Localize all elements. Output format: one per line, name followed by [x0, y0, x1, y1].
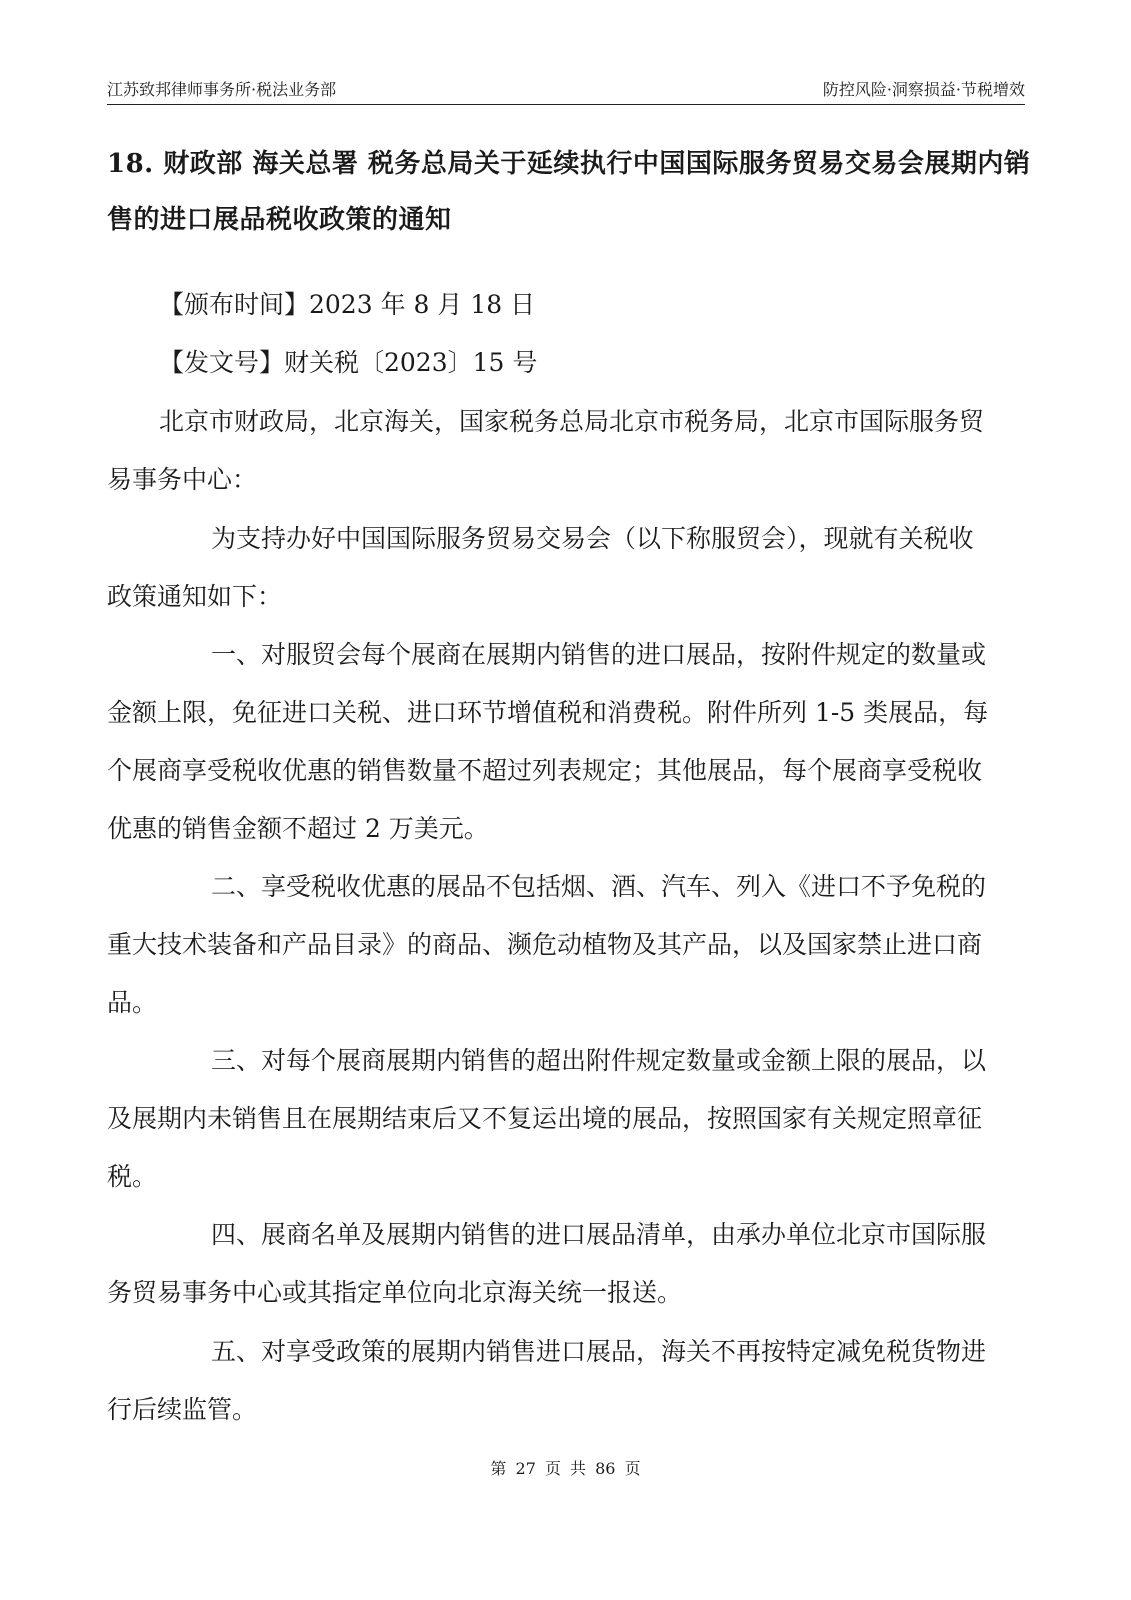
document-number: 【发文号】财关税〔2023〕15 号 — [159, 348, 538, 377]
document-title — [107, 136, 1031, 248]
clause-3: 三、对每个展商展期内销售的超出附件规定数量或金额上限的展品，以 及展期内未销售且在展期结束后又不复运出境的展品，按照国家有关规定照章征 税。 — [107, 1046, 987, 1191]
issue-date: 【颁布时间】2023 年 8 月 18 日 — [159, 290, 536, 319]
title-line: 售的进口展品税收政策的通知 — [107, 205, 452, 235]
addressee: 北京市财政局，北京海关，国家税务总局北京市税务局，北京市国际服务贸 易事务中心： — [107, 407, 985, 494]
page-header — [107, 76, 1025, 105]
title-line: 18. 财政部 海关总署 税务总局关于延续执行中国国际服务贸易交易会展期内销 — [107, 149, 1031, 179]
clause-2: 二、享受税收优惠的展品不包括烟、酒、汽车、列入《进口不予免税的 重大技术装备和产品目录》的商品、濒危动植物及其产品，以及国家禁止进口商 品。 — [107, 872, 987, 1017]
intro-paragraph: 为支持办好中国国际服务贸易交易会（以下称服贸会），现就有关税收 政策通知如下： — [107, 524, 974, 611]
page-number: 第 27 页 共 86 页 — [490, 1459, 641, 1478]
header-slogan: 防控风险·洞察损益·节税增效 — [822, 80, 1025, 99]
header-firm-name: 江苏致邦律师事务所·税法业务部 — [107, 80, 337, 99]
clause-5: 五、对享受政策的展期内销售进口展品，海关不再按特定减免税货物进 行后续监管。 — [107, 1337, 987, 1424]
clause-4: 四、展商名单及展期内销售的进口展品清单，由承办单位北京市国际服 务贸易事务中心或其指定单位向北京海关统一报送。 — [107, 1220, 987, 1307]
clause-1: 一、对服贸会每个展商在展期内销售的进口展品，按附件规定的数量或 金额上限，免征进口关税、进口环节增值税和消费税。附件所列 1-5 类展品，每 个展商享受税收优惠的销售数量不超过列表规定；其他展品，每个展商享受税收 优惠的销售金额不超过 2 万美元。 — [107, 640, 989, 843]
